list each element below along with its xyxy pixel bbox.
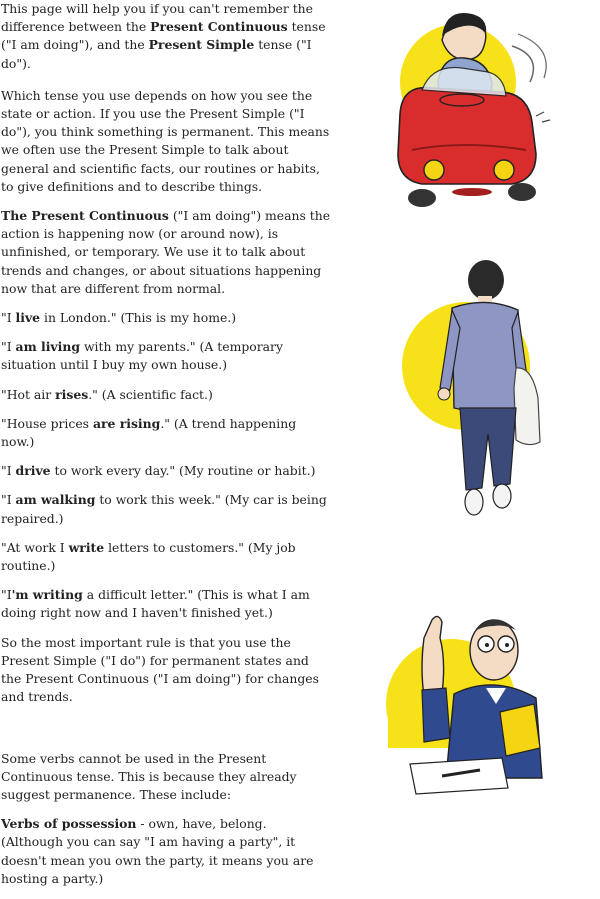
paragraph-ex-living xyxy=(1,338,331,374)
text-run: in London." (This is my home.) xyxy=(40,310,237,326)
paragraph-ex-rising xyxy=(1,415,331,451)
headlight xyxy=(424,160,444,180)
bold-term: Present Continuous xyxy=(150,19,288,35)
text-run: "House prices xyxy=(1,415,93,431)
headlight xyxy=(494,160,514,180)
paragraph-present-continuous-def xyxy=(1,207,331,298)
text-run: ("I am doing") means the action is happening now (or around now), is unfinished, or temporary. We use it to talk about trends and changes, or about situations happening now that are different from normal. xyxy=(1,208,331,296)
paragraph-ex-walking xyxy=(1,491,331,527)
text-run: "I xyxy=(1,587,12,603)
bold-term: 'm writing xyxy=(11,587,83,603)
paragraph-rule xyxy=(1,634,331,707)
text-run: This page will help you if you can't remember the difference between the xyxy=(1,1,313,35)
text-run: So the most important rule is that you use the Present Simple ("I do") for permanent states and the Present Continuous ("I am doing") for changes and trends. xyxy=(1,634,319,705)
paragraph-ex-drive xyxy=(1,462,331,480)
bold-term: am living xyxy=(15,339,80,355)
article-body xyxy=(1,0,331,899)
text-run: tense ("I am doing"), and the xyxy=(1,19,326,53)
bold-term: drive xyxy=(15,463,51,479)
paragraph-ex-write xyxy=(1,539,331,575)
paragraph-ex-rises xyxy=(1,386,331,404)
text-run: "I xyxy=(1,492,16,508)
professor-illustration xyxy=(384,608,570,796)
text-run: letters to customers." (My job routine.) xyxy=(1,539,296,574)
bold-term: are rising xyxy=(92,415,161,431)
paragraph-ex-writing xyxy=(1,586,331,622)
text-run: - own, have, belong. (Although you can say "I am having a party", it doesn't mean you own the party, it means you are hosting a party.) xyxy=(1,816,314,886)
paragraph-possession xyxy=(1,815,331,888)
book xyxy=(500,704,540,756)
text-run: to work this week." (My car is being repaired.) xyxy=(1,492,327,526)
bold-term: The Present Continuous xyxy=(1,208,169,224)
text-run: a difficult letter." (This is what I am doing right now and I haven't finished yet.) xyxy=(1,587,310,621)
text-run: Which tense you use depends on how you see the state or action. If you use the Present Simple ("I do"), you think something is permanent. This means we often use the Present Simple to talk about general and scientific facts, our routines or habits, to give definitions and to describe things. xyxy=(1,87,330,194)
bold-term: rises xyxy=(55,386,89,402)
text-run: "I xyxy=(1,463,16,479)
text-run: "I xyxy=(1,310,16,326)
text-run: ." (A trend happening now.) xyxy=(1,415,297,450)
walking-illustration xyxy=(398,258,566,544)
paragraph-which-tense xyxy=(1,87,331,196)
text-run: with my parents." (A temporary situation until I buy my own house.) xyxy=(1,339,283,373)
paragraph-intro xyxy=(1,0,331,73)
text-run: tense ("I do"). xyxy=(1,37,312,71)
paragraph-stative xyxy=(1,750,331,805)
text-run: Some verbs cannot be used in the Present Continuous tense. This is because they already suggest permanence. These include: xyxy=(1,750,297,802)
text-run: "Hot air xyxy=(1,386,56,402)
text-run: "I xyxy=(1,339,16,355)
driving-illustration xyxy=(392,4,572,214)
text-run: ." (A scientific fact.) xyxy=(88,386,213,402)
text-run: "At work I xyxy=(1,539,69,555)
bold-term: Verbs of possession xyxy=(1,816,137,832)
paragraph-ex-live xyxy=(1,309,331,327)
bold-term: write xyxy=(68,539,105,555)
bold-term: Present Simple xyxy=(148,37,255,53)
text-run: to work every day." (My routine or habit.) xyxy=(50,463,316,479)
bold-term: am walking xyxy=(15,492,96,508)
bold-term: live xyxy=(15,310,41,326)
